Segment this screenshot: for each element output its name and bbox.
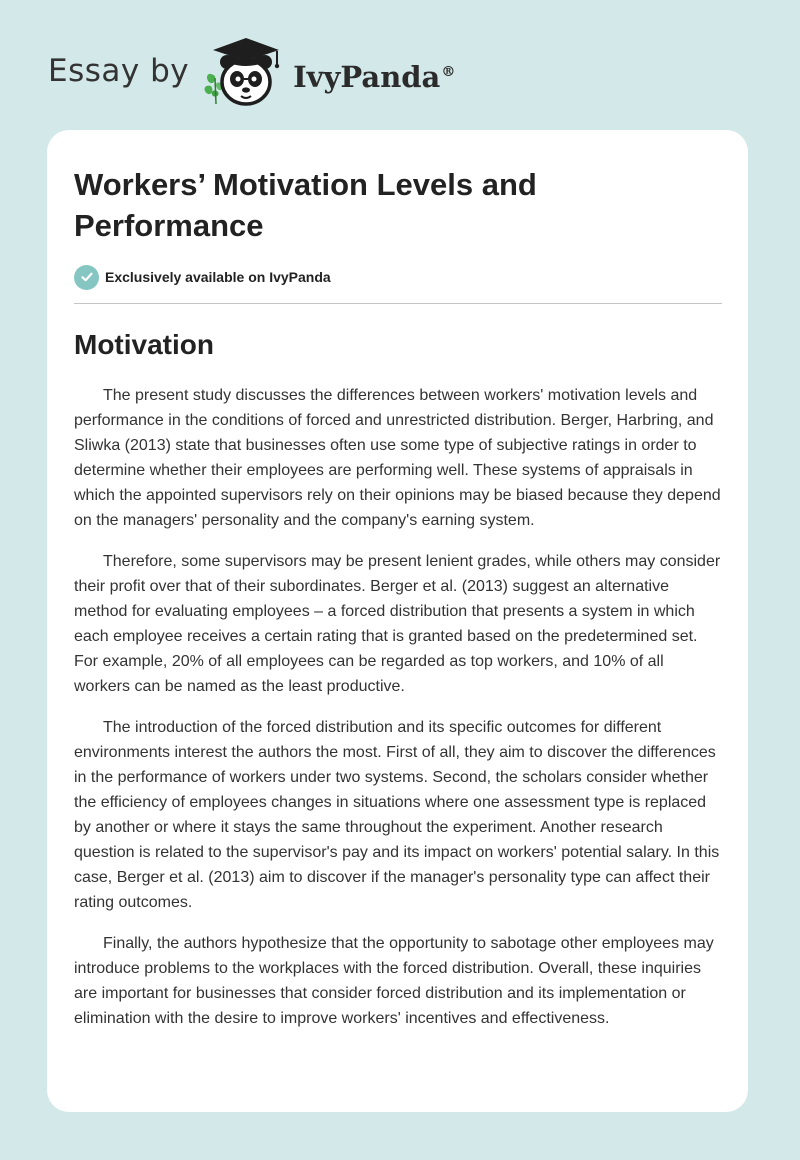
availability-badge bbox=[74, 263, 722, 291]
brand-prefix: Essay by bbox=[48, 53, 190, 89]
essay-title: Workers’ Motivation Levels and Performance bbox=[74, 167, 537, 243]
divider bbox=[74, 303, 722, 304]
brand-name bbox=[293, 60, 455, 94]
paragraph: The introduction of the forced distribution and its specific outcomes for different environments interest the authors the most. First of all, they aim to discover the differences in the performance of workers under two systems. Second, the scholars consider whether the efficiency of employees changes in situations where one assessment type is replaced by another or where it stays the same throughout the experiment. Another research question is related to the supervisor's pay and its impact on workers' potential salary. In this case, Berger et al. (2013) aim to discover if the manager's personality type can affect their rating outcomes. bbox=[74, 719, 720, 911]
check-circle-icon bbox=[74, 265, 99, 290]
brand-name-text: IvyPanda bbox=[293, 60, 441, 94]
leaf-icon bbox=[205, 74, 223, 104]
brand-header[interactable] bbox=[48, 34, 455, 112]
essay-card bbox=[47, 130, 748, 1112]
brand-registered-mark: ® bbox=[441, 64, 456, 81]
availability-text: Exclusively available on IvyPanda bbox=[105, 269, 331, 285]
section-heading: Motivation bbox=[74, 329, 214, 360]
paragraph: Therefore, some supervisors may be present lenient grades, while others may consider their profit over that of their subordinates. Berger et al. (2013) suggest an alternative method for evaluating employees – a forced distribution that presents a system in which each employee receives a certain rating that is granted based on the predetermined set. For example, 20% of all employees can be regarded as top workers, and 10% of all workers can be named as the least productive. bbox=[74, 553, 721, 695]
paragraph: Finally, the authors hypothesize that the opportunity to sabotage other employees may introduce problems to the workplaces with the forced distribution. Overall, these inquiries are important for businesses that consider forced distribution and its implementation or elimination with the desire to improve workers' incentives and effectiveness. bbox=[74, 935, 714, 1027]
paragraph: The present study discusses the differences between workers' motivation levels and performance in the conditions of forced and unrestricted distribution. Berger, Harbring, and Sliwka (2013) state that businesses often use some type of subjective ratings in order to determine whether their employees are performing well. These systems of appraisals in which the appointed supervisors rely on their opinions may be biased because they depend on the managers' personality and the company's earning system. bbox=[74, 387, 721, 529]
panda-graduate-icon bbox=[199, 34, 291, 112]
